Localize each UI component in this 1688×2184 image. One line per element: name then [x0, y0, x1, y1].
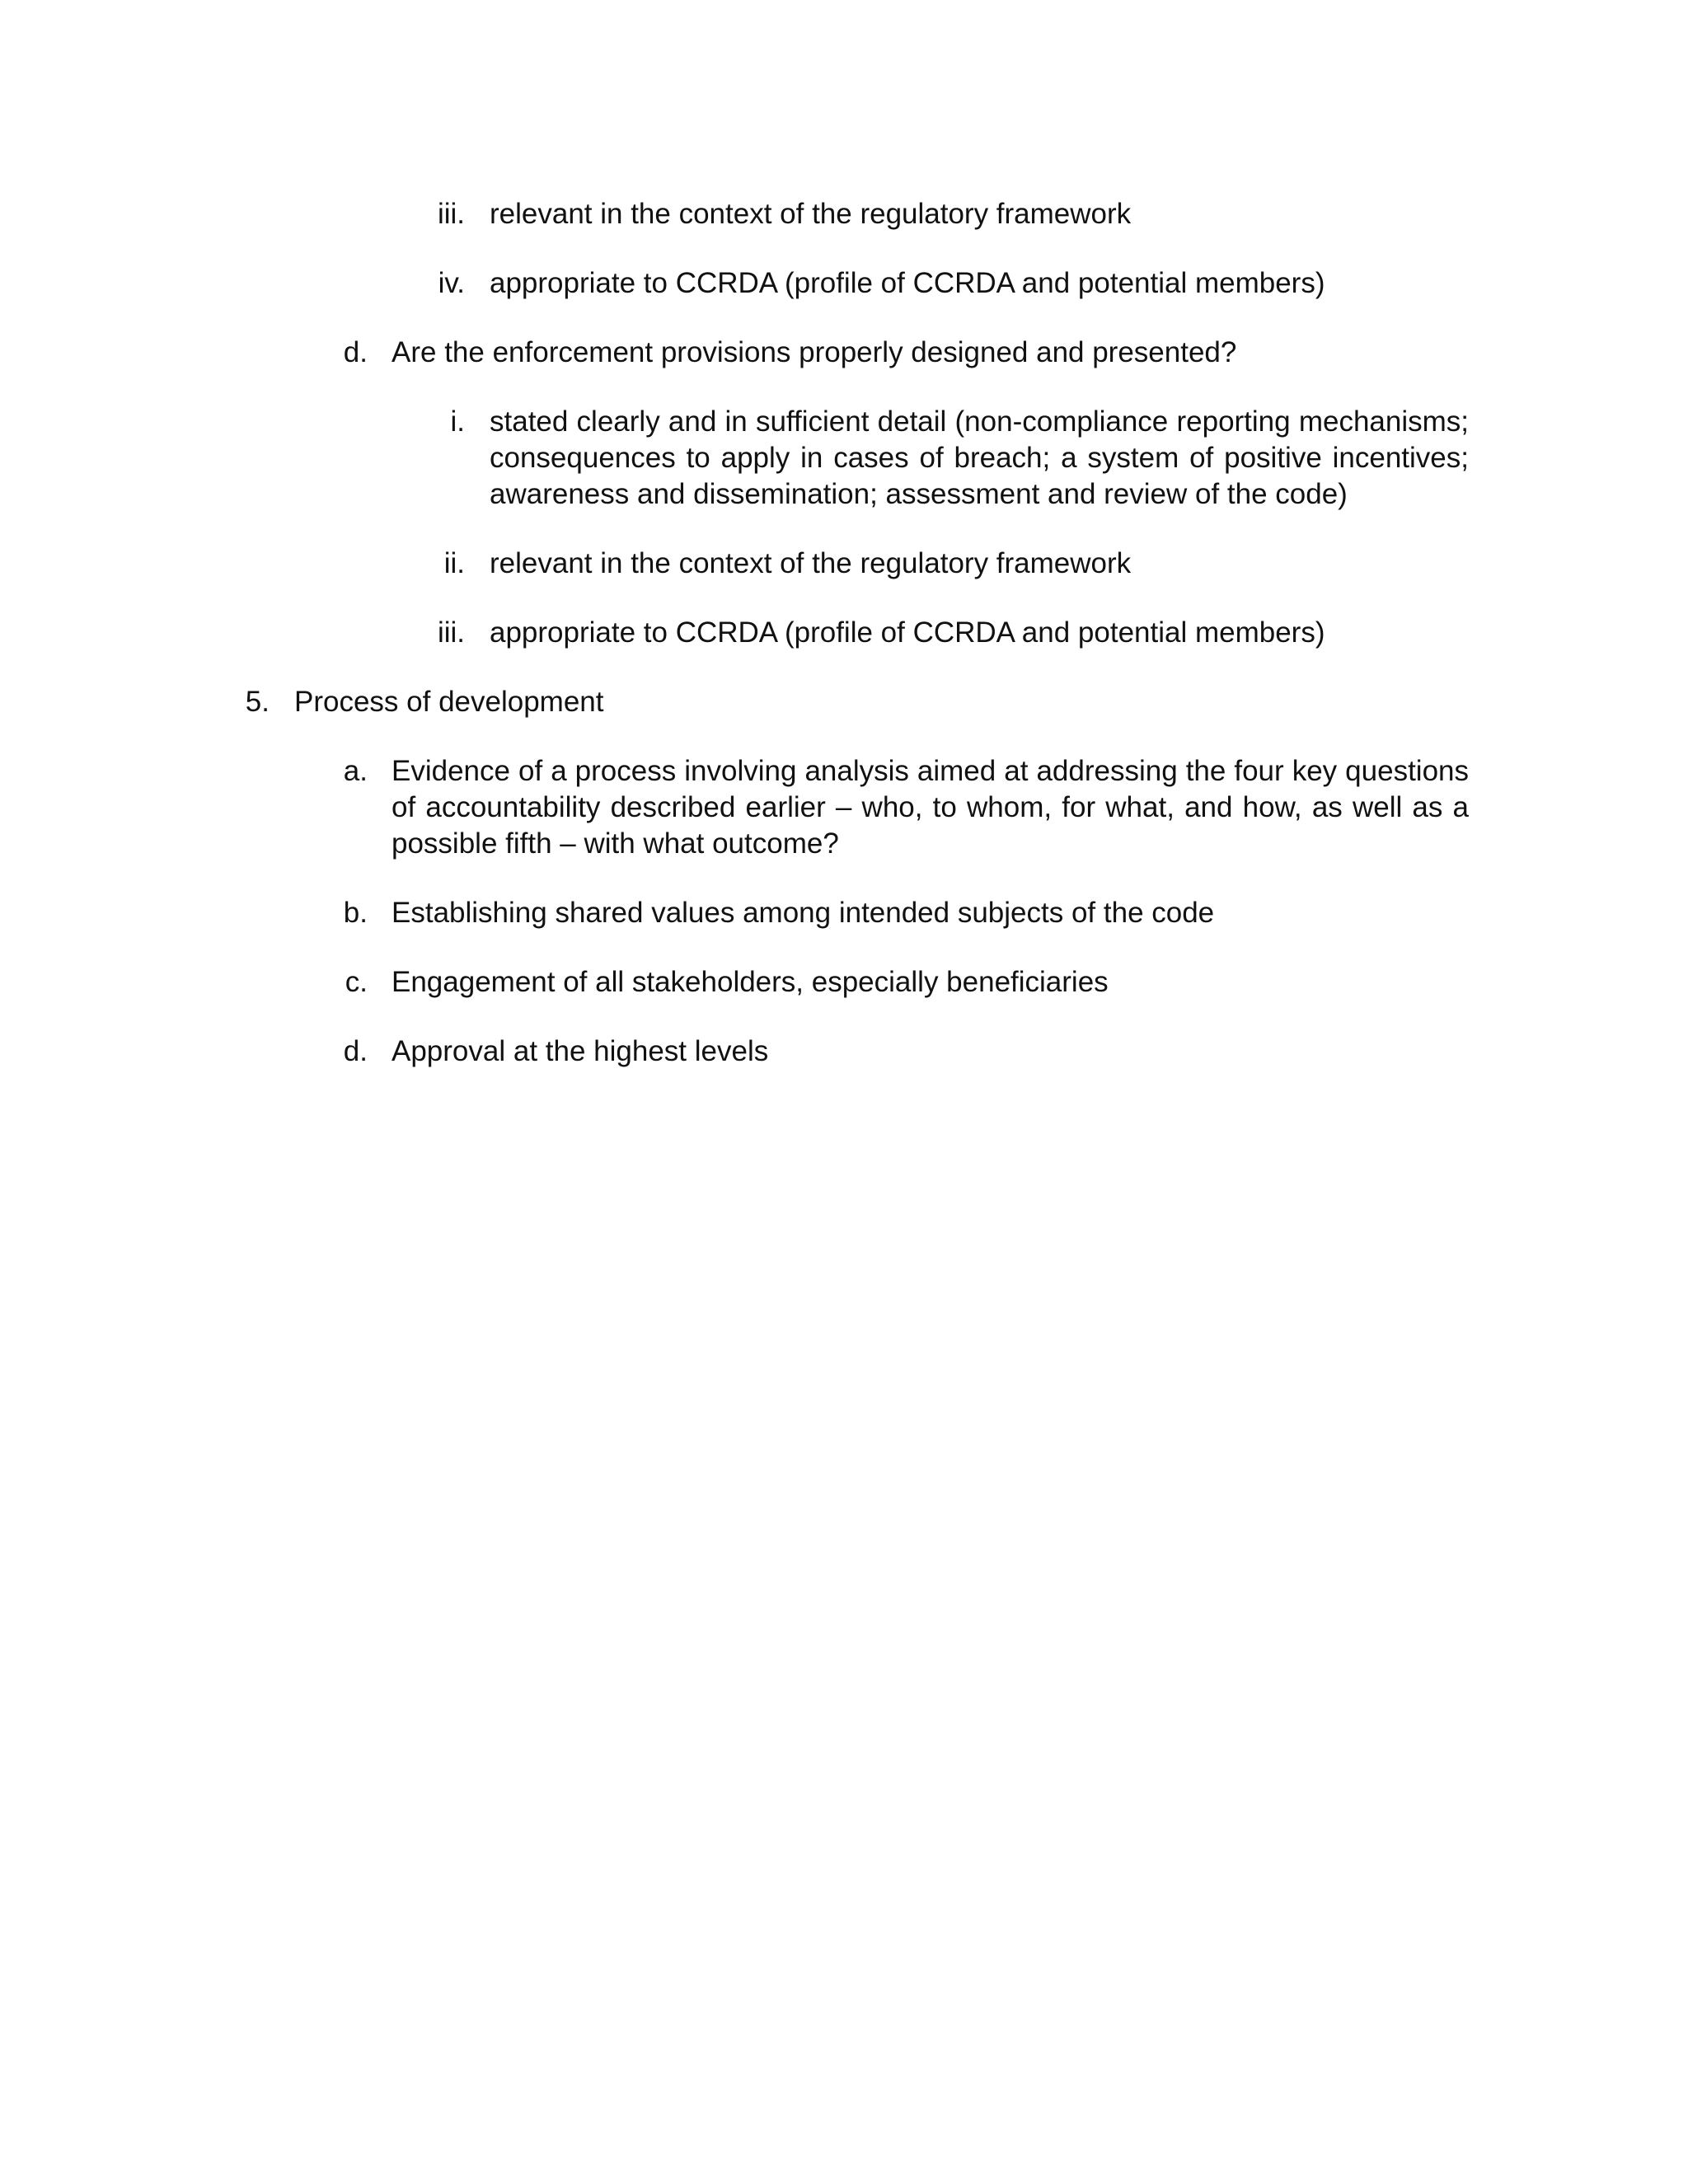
- list-item-text: Are the enforcement provisions properly designed and presented?: [392, 336, 1237, 368]
- list-marker: ii.: [443, 547, 465, 579]
- list-marker: 5.: [245, 686, 270, 718]
- list-marker: b.: [343, 897, 368, 929]
- list-marker: c.: [345, 966, 368, 998]
- list-item-text: relevant in the context of the regulatory framework: [490, 198, 1132, 230]
- list-item-text: relevant in the context of the regulatory framework: [490, 547, 1132, 579]
- list-marker: i.: [450, 405, 465, 438]
- list-marker: a.: [343, 755, 368, 787]
- list-marker: iv.: [438, 267, 465, 299]
- list-item-text: Process of development: [294, 686, 604, 718]
- list-item-text: Evidence of a process involving analysis aimed at addressing the four key questions of accountability described earlier – who, to whom, for what, and how, as well as a possible fifth – with what outcome?: [392, 755, 1469, 860]
- list-item-text: stated clearly and in sufficient detail (non-compliance reporting mechanisms; consequences to apply in cases of breach; a system of positive incentives; awareness and dissemination; assessment and review of the code): [490, 405, 1469, 510]
- list-item-text: Establishing shared values among intended subjects of the code: [392, 897, 1215, 929]
- list-item-text: Engagement of all stakeholders, especially beneficiaries: [392, 966, 1109, 998]
- list-item-text: appropriate to CCRDA (profile of CCRDA and potential members): [490, 616, 1325, 649]
- list-item-text: appropriate to CCRDA (profile of CCRDA and potential members): [490, 267, 1325, 299]
- list-marker: iii.: [437, 198, 465, 230]
- list-item-text: Approval at the highest levels: [392, 1035, 769, 1067]
- list-marker: d.: [343, 336, 368, 368]
- list-marker: d.: [343, 1035, 368, 1067]
- list-marker: iii.: [437, 616, 465, 649]
